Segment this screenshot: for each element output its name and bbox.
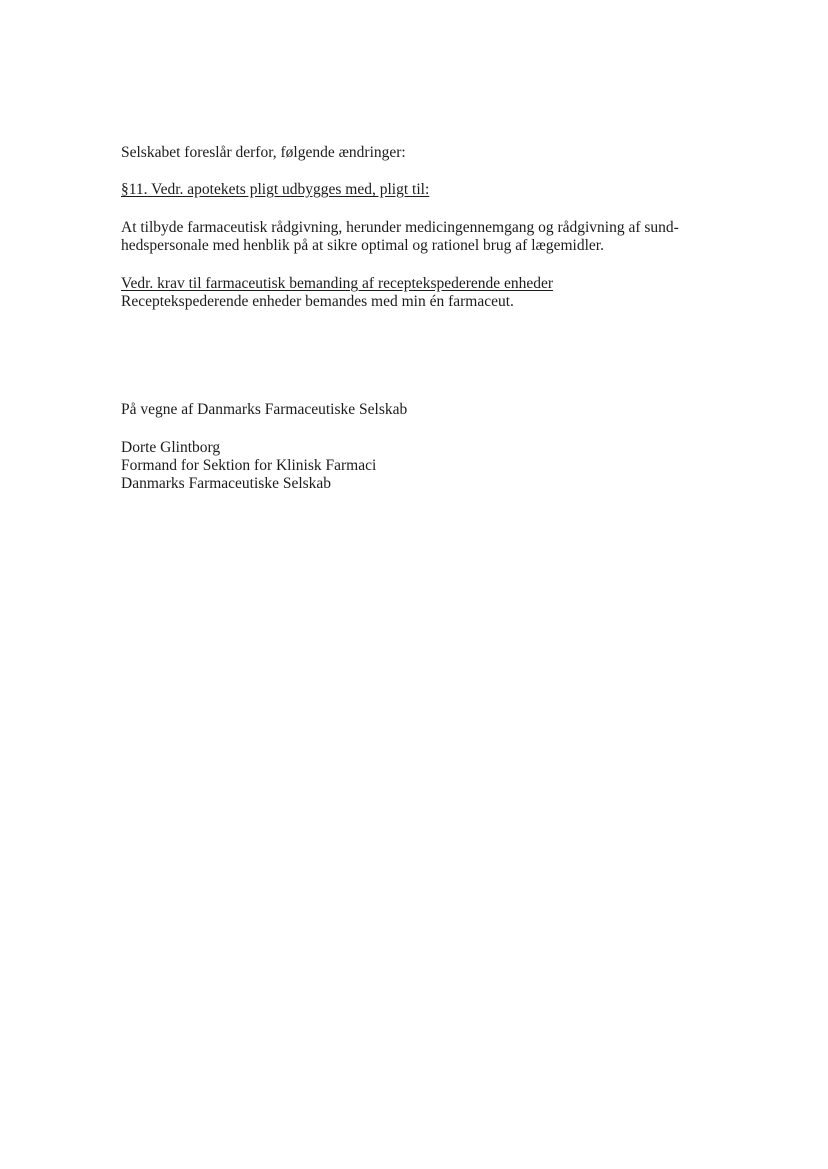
signature-name: Dorte Glintborg — [121, 439, 221, 456]
section1-body — [121, 219, 701, 255]
section2-heading: Vedr. krav til farmaceutisk bemanding af receptekspederende enheder — [121, 275, 554, 292]
intro-text: Selskabet foreslår derfor, følgende ændringer: — [121, 144, 406, 161]
section1-body-line2: hedspersonale med henblik på at sikre optimal og rationel brug af lægemidler. — [121, 237, 604, 254]
signature-organization: Danmarks Farmaceutiske Selskab — [121, 475, 332, 492]
closing-text: På vegne af Danmarks Farmaceutiske Selskab — [121, 401, 408, 418]
signature-title: Formand for Sektion for Klinisk Farmaci — [121, 457, 377, 474]
section2-body: Receptekspederende enheder bemandes med min én farmaceut. — [121, 293, 514, 310]
document-body — [121, 144, 701, 493]
section2 — [121, 275, 701, 311]
signature-block — [121, 439, 701, 493]
section1-heading: §11. Vedr. apotekets pligt udbygges med, pligt til: — [121, 181, 430, 198]
section1-body-line1: At tilbyde farmaceutisk rådgivning, herunder medicingennemgang og rådgivning af sund- — [121, 219, 679, 236]
